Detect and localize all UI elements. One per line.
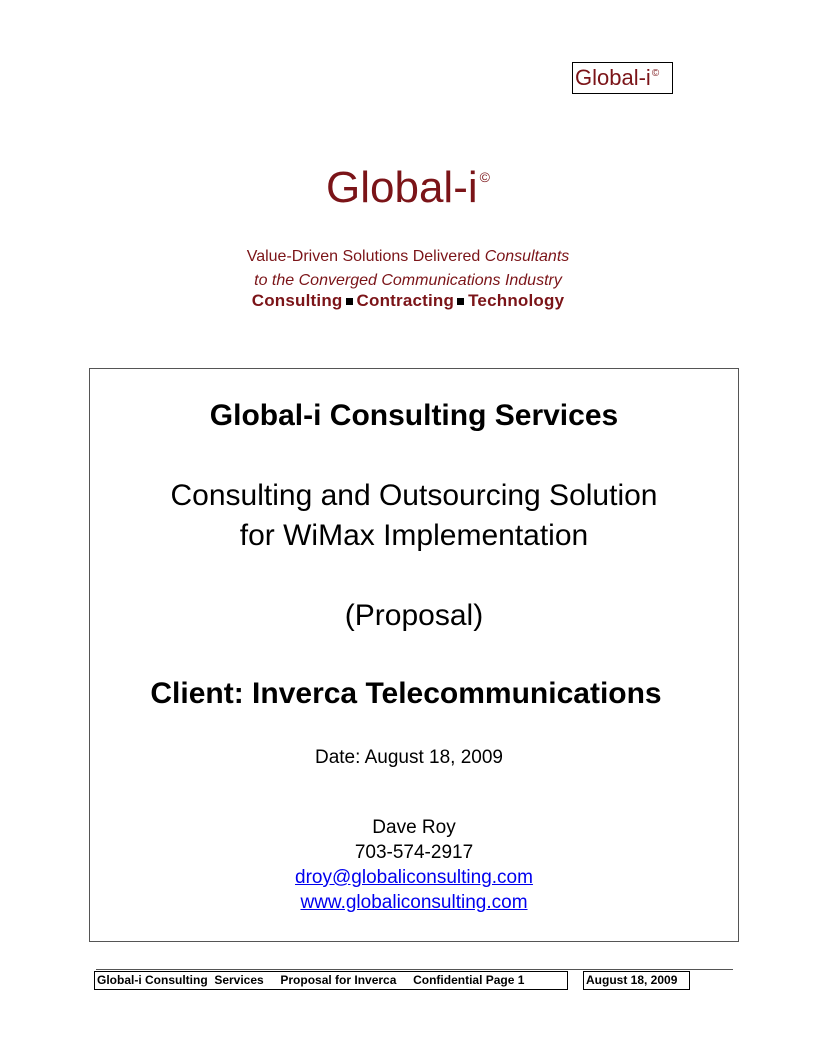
contact-name: Dave Roy (372, 817, 456, 838)
brand-logo (0, 160, 816, 225)
brand-copyright-mark: © (479, 169, 490, 185)
contact-website-link[interactable]: www.globaliconsulting.com (300, 892, 528, 913)
contact-email-link[interactable]: droy@globaliconsulting.com (295, 867, 533, 888)
brand-name: Global-i (326, 163, 478, 212)
square-bullet-icon (346, 298, 353, 305)
footer-left-box: Global-i Consulting Services Proposal for Inverca Confidential Page 1 (94, 971, 568, 990)
tagline-italic-line: to the Converged Communications Industry (254, 272, 562, 289)
solution-title-line-1: Consulting and Outsourcing Solution (170, 479, 658, 512)
header-logo-copyright-mark: © (651, 68, 660, 79)
tagline-line-1 (0, 246, 816, 268)
contact-email-row (89, 866, 739, 890)
solution-title-line-2: for WiMax Implementation (239, 519, 589, 552)
service-technology: Technology (468, 291, 565, 310)
proposal-date: Date: August 18, 2009 (314, 747, 504, 768)
header-logo-text: Global-i (575, 65, 651, 90)
service-consulting: Consulting (251, 291, 343, 310)
contact-phone: 703-574-2917 (354, 842, 474, 863)
footer-date-box: August 18, 2009 (583, 971, 690, 990)
tagline-italic-text: Consultants (484, 248, 570, 265)
proposal-label: (Proposal) (344, 599, 484, 632)
tagline-plain-text: Value-Driven Solutions Delivered (246, 248, 485, 265)
service-contracting: Contracting (356, 291, 455, 310)
services-line (0, 290, 816, 312)
header-logo (572, 62, 673, 94)
company-title: Global-i Consulting Services (209, 399, 619, 432)
contact-website-row (89, 891, 739, 915)
footer-divider (96, 969, 733, 970)
client-title: Client: Inverca Telecommunications (150, 677, 662, 710)
square-bullet-icon (457, 298, 464, 305)
tagline-line-2 (0, 270, 816, 292)
